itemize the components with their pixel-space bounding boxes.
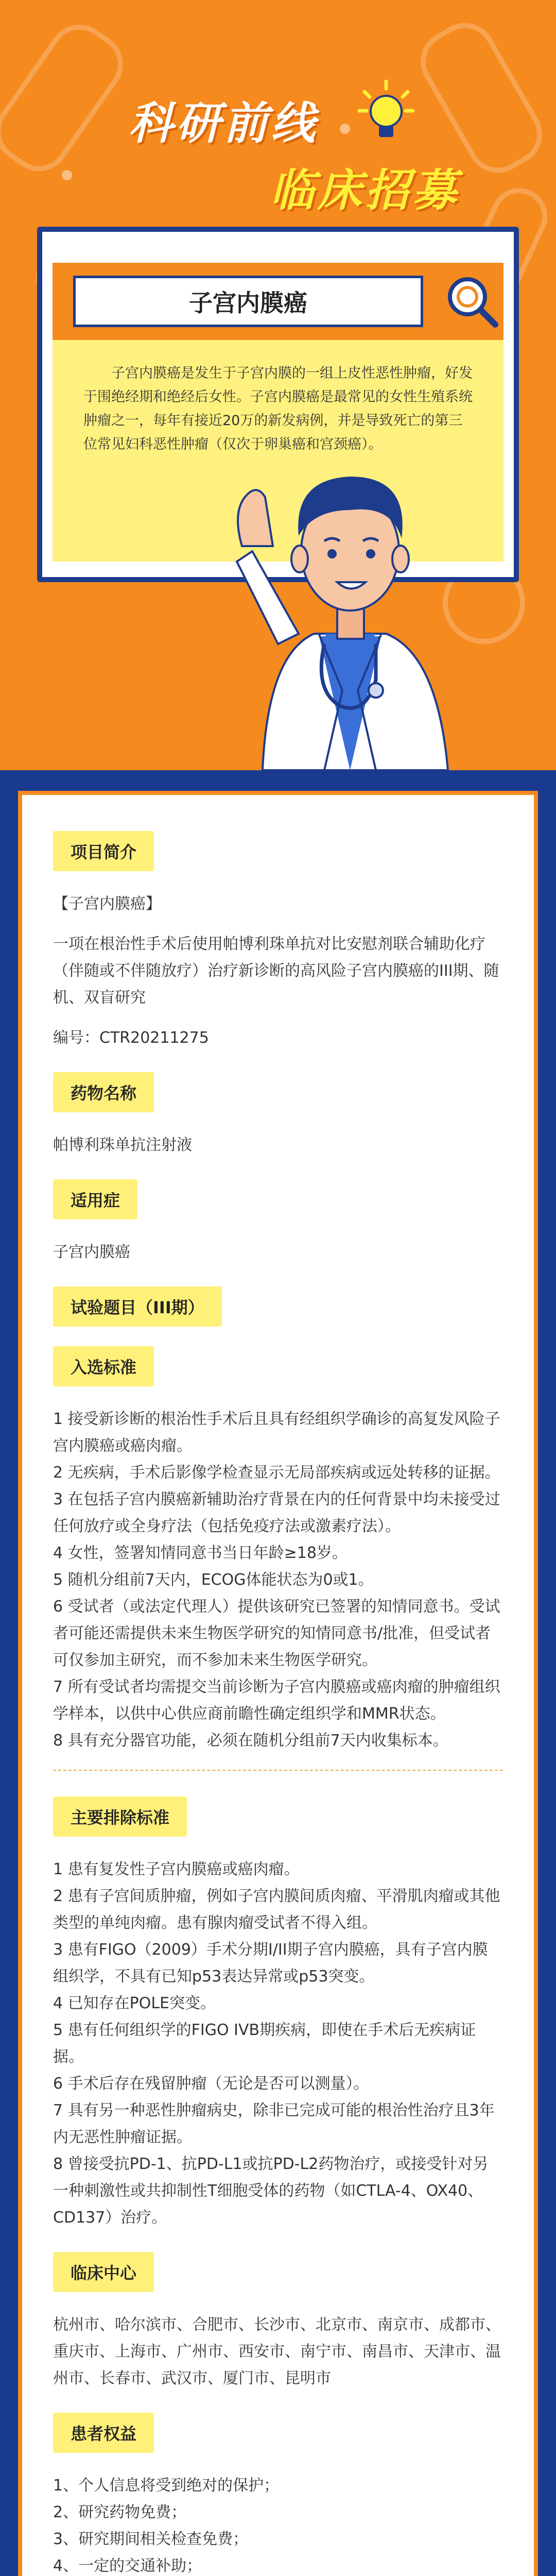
inclusion-item: 4 女性，签署知情同意书当日年龄≥18岁。 [53, 1544, 348, 1562]
section-label-benefits: 患者权益 [53, 2413, 154, 2453]
benefit-item: 3、研究期间相关检查免费； [53, 2530, 249, 2548]
inclusion-item: 7 所有受试者均需提交当前诊断为子宫内膜癌或癌肉瘤的肿瘤组织学样本，以供中心供应商前瞻性确定组织学和MMR状态。 [53, 1678, 500, 1723]
project-name: 【子宫内膜癌】 [53, 895, 161, 913]
magnifier-icon [444, 273, 500, 330]
section-label-indication: 适用症 [53, 1179, 137, 1219]
decor-dot [62, 170, 72, 180]
hero-banner [0, 0, 556, 770]
disease-title: 子宫内膜癌 [73, 276, 423, 327]
inclusion-item: 6 受试者（或法定代理人）提供该研究已签署的知情同意书。受试者可能还需提供未来生物医学研究的知情同意书/批准，但受试者可仅参加主研究，而不参加未来生物医学研究。 [53, 1598, 500, 1669]
inclusion-item: 5 随机分组前7天内，ECOG体能状态为0或1。 [53, 1571, 374, 1589]
indication-value: 子宫内膜癌 [53, 1243, 130, 1261]
divider [53, 1770, 503, 1771]
exclusion-item: 3 患有FIGO（2009）手术分期I/II期子宫内膜癌，具有子宫内膜组织学，不具有已知p53表达异常或p53突变。 [53, 1941, 488, 1986]
drug-name: 帕博利珠单抗注射液 [53, 1136, 192, 1154]
section-label-trial: 试验题目（III期） [53, 1286, 222, 1327]
inclusion-item: 8 具有充分器官功能，必须在随机分组前7天内收集标本。 [53, 1732, 448, 1750]
exclusion-item: 1 患有复发性子宫内膜癌或癌肉瘤。 [53, 1860, 300, 1878]
benefit-item: 1、个人信息将受到绝对的保护； [53, 2477, 280, 2495]
inclusion-item: 2 无疾病，手术后影像学检查显示无局部疾病或远处转移的证据。 [53, 1464, 500, 1482]
exclusion-item: 6 手术后存在残留肿瘤（无论是否可以测量）。 [53, 2075, 369, 2093]
section-label-drug: 药物名称 [53, 1072, 154, 1112]
details-section [0, 770, 556, 2576]
decor-dot [340, 124, 350, 134]
exclusion-item: 5 患有任何组织学的FIGO IVB期疾病，即使在手术后无疾病证据。 [53, 2021, 476, 2066]
hero-title-line2: 临床招募 [270, 165, 460, 216]
benefit-item: 4、一定的交通补助； [53, 2557, 202, 2575]
details-card [18, 791, 538, 2576]
hero-title-line1: 科研前线 [129, 98, 318, 149]
exclusion-item: 4 已知存在POLE突变。 [53, 1994, 216, 2012]
benefit-item: 2、研究药物免费； [53, 2503, 187, 2521]
exclusion-item: 8 曾接受抗PD-1、抗PD-L1或抗PD-L2药物治疗，或接受针对另一种刺激性或共抑制性T细胞受体的药物（如CTLA-4、OX40、CD137）治疗。 [53, 2155, 489, 2227]
doctor-illustration [221, 448, 468, 770]
section-label-exclusion: 主要排除标准 [53, 1797, 187, 1837]
exclusion-item: 7 具有另一种恶性肿瘤病史，除非已完成可能的根治性治疗且3年内无恶性肿瘤证据。 [53, 2102, 495, 2146]
lightbulb-icon [355, 77, 417, 144]
project-code: 编号：CTR20211275 [53, 1029, 209, 1047]
centers-list: 杭州市、哈尔滨市、合肥市、长沙市、北京市、南京市、成都市、重庆市、上海市、广州市、西安市、南宁市、南昌市、天津市、温州市、长春市、武汉市、厦门市、昆明市 [53, 2316, 501, 2387]
section-label-project: 项目简介 [53, 831, 154, 871]
section-label-inclusion: 入选标准 [53, 1346, 154, 1386]
intro-title-bar [53, 263, 503, 340]
decor-capsule [0, 12, 135, 183]
section-label-centers: 临床中心 [53, 2252, 154, 2292]
exclusion-item: 2 患有子宫间质肿瘤，例如子宫内膜间质肉瘤、平滑肌肉瘤或其他类型的单纯肉瘤。患有腺肉瘤受试者不得入组。 [53, 1887, 500, 1932]
inclusion-item: 1 接受新诊断的根治性手术后且具有经组织学确诊的高复发风险子宫内膜癌或癌肉瘤。 [53, 1410, 500, 1455]
inclusion-item: 3 在包括子宫内膜癌新辅助治疗背景在内的任何背景中均未接受过任何放疗或全身疗法（包括免疫疗法或激素疗法）。 [53, 1490, 500, 1535]
project-summary: 一项在根治性手术后使用帕博利珠单抗对比安慰剂联合辅助化疗（伴随或不伴随放疗）治疗新诊断的高风险子宫内膜癌的III期、随机、双盲研究 [53, 935, 499, 1007]
disease-description: 子宫内膜癌是发生于子宫内膜的一组上皮性恶性肿瘤，好发于围绝经期和绝经后女性。子宫内膜癌是最常见的女性生殖系统肿瘤之一，每年有接近20万的新发病例，并是导致死亡的第三位常见妇科恶性肿瘤（仅次于卵巢癌和宫颈癌）。 [83, 365, 473, 452]
